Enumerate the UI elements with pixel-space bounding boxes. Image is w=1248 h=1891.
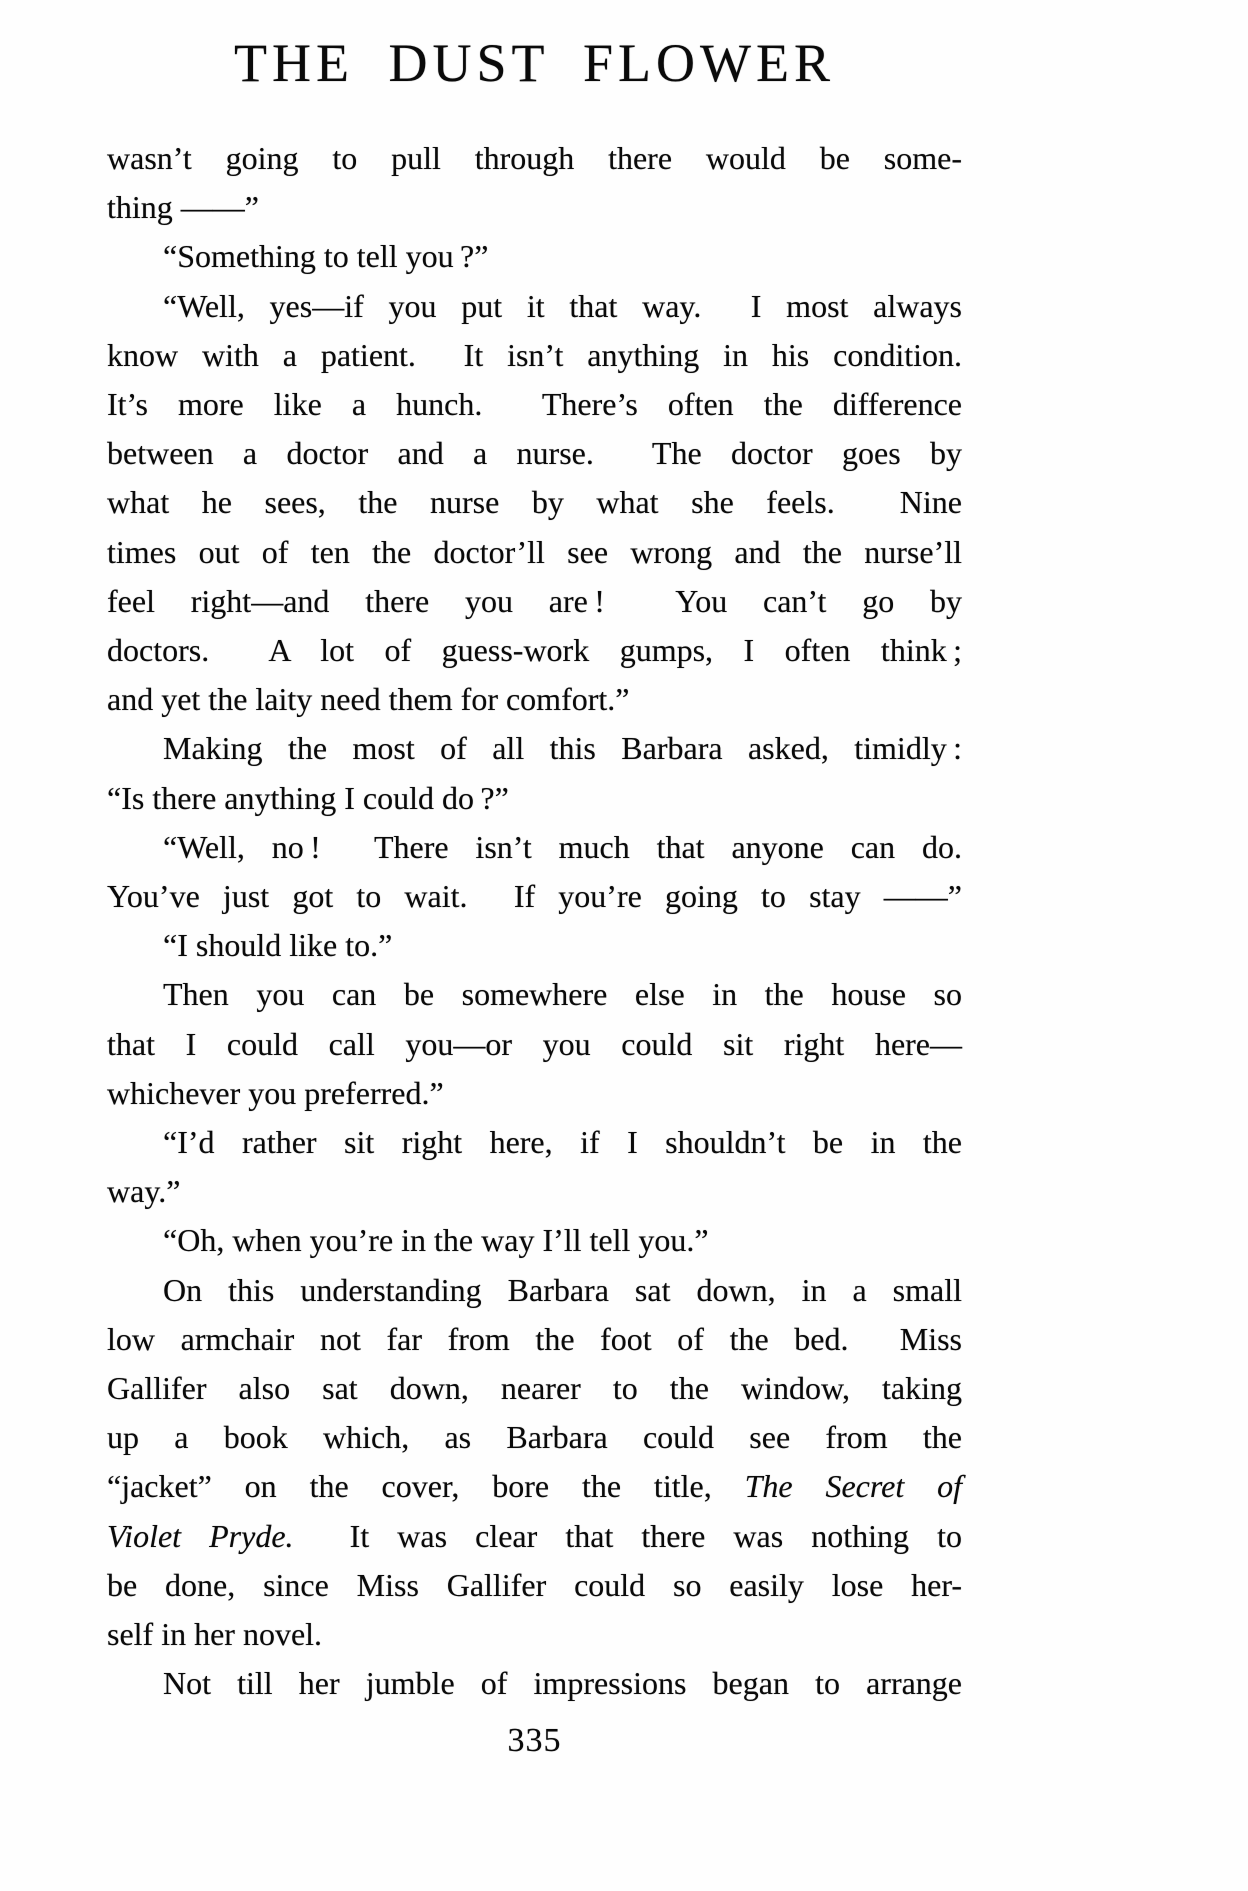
text-line (107, 1413, 962, 1462)
text-line (107, 331, 962, 380)
text-segment: “jacket” on the cover, bore the title, (107, 1468, 745, 1505)
text-segment: whichever you preferred.” (107, 1074, 444, 1111)
text-segment: It’s more like a hunch. There’s often the difference (107, 386, 962, 423)
text-segment: between a doctor and a nurse. The doctor goes by (107, 435, 962, 472)
text-segment: feel right—and there you are ! You can’t go by (107, 582, 962, 619)
text-line (107, 921, 962, 970)
text-segment: “Well, yes—if you put it that way. I most always (163, 287, 962, 324)
text-segment: “I’d rather sit right here, if I shouldn’t be in the (163, 1124, 962, 1161)
text-line (107, 429, 962, 478)
text-line (107, 1167, 962, 1216)
text-segment: self in her novel. (107, 1616, 323, 1653)
text-segment: You’ve just got to wait. If you’re going to stay ——” (107, 878, 962, 915)
text-line (107, 1315, 962, 1364)
text-segment: and yet the laity need them for comfort.” (107, 681, 630, 718)
text-segment: It was clear that there was nothing to (293, 1517, 963, 1554)
text-segment: “Something to tell you ?” (163, 238, 489, 275)
text-line (107, 282, 962, 331)
text-line (107, 823, 962, 872)
text-segment: wasn’t going to pull through there would be some- (107, 140, 962, 176)
text-segment: up a book which, as Barbara could see from the (107, 1419, 962, 1456)
body-text (107, 134, 962, 1709)
book-title-italic: The Secret of (744, 1468, 963, 1505)
text-line (107, 1462, 962, 1511)
text-segment: low armchair not far from the foot of the bed. Miss (107, 1320, 962, 1357)
text-segment: be done, since Miss Gallifer could so easily lose her- (107, 1566, 962, 1603)
text-line (107, 1118, 962, 1167)
text-line (107, 1069, 962, 1118)
text-segment: what he sees, the nurse by what she feels. Nine (107, 484, 962, 521)
text-line (107, 1266, 962, 1315)
text-line (107, 577, 962, 626)
text-line (107, 774, 962, 823)
text-line (107, 528, 962, 577)
text-line (107, 675, 962, 724)
text-line (107, 380, 962, 429)
text-line (107, 1512, 962, 1561)
text-segment: “I should like to.” (163, 927, 393, 964)
text-line (107, 872, 962, 921)
text-line (107, 1561, 962, 1610)
text-line (107, 970, 962, 1019)
text-line (107, 183, 962, 232)
text-line (107, 1659, 962, 1708)
text-line (107, 1020, 962, 1069)
text-line (107, 1364, 962, 1413)
text-segment: doctors. A lot of guess-work gumps, I often think ; (107, 632, 962, 669)
text-line (107, 478, 962, 527)
text-segment: way.” (107, 1173, 181, 1210)
text-line (107, 724, 962, 773)
text-segment: times out of ten the doctor’ll see wrong and the nurse’ll (107, 533, 962, 570)
text-segment: “Is there anything I could do ?” (107, 779, 509, 816)
text-line (107, 626, 962, 675)
text-line (107, 134, 962, 183)
text-segment: Making the most of all this Barbara asked, timidly : (163, 730, 962, 767)
running-head-title: THE DUST FLOWER (234, 33, 835, 93)
text-line (107, 232, 962, 281)
book-title-italic: Violet Pryde. (107, 1517, 294, 1554)
text-segment: that I could call you—or you could sit right here— (107, 1025, 962, 1062)
text-segment: On this understanding Barbara sat down, in a small (163, 1271, 962, 1308)
text-segment: “Well, no ! There isn’t much that anyone can do. (163, 828, 962, 865)
text-segment: Then you can be somewhere else in the house so (163, 976, 962, 1013)
text-line (107, 1610, 962, 1659)
text-segment: “Oh, when you’re in the way I’ll tell you.” (163, 1222, 709, 1259)
text-segment: thing ——” (107, 189, 259, 226)
text-segment: Gallifer also sat down, nearer to the window, taking (107, 1370, 962, 1407)
page-number: 335 (507, 1722, 562, 1759)
text-segment: know with a patient. It isn’t anything in his condition. (107, 336, 962, 373)
text-line (107, 1216, 962, 1265)
text-segment: Not till her jumble of impressions began to arrange (163, 1665, 962, 1702)
